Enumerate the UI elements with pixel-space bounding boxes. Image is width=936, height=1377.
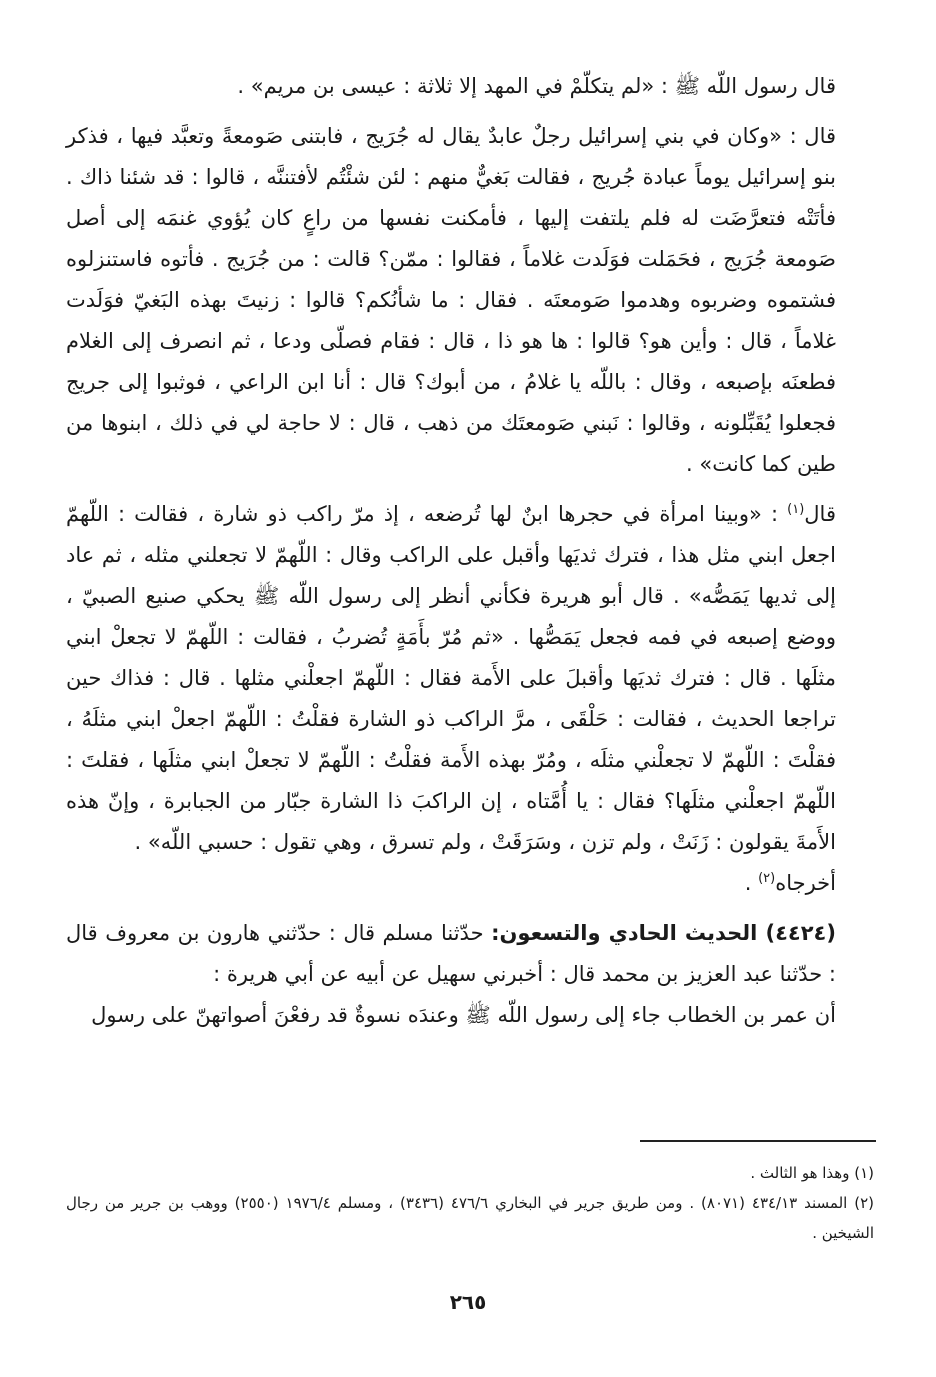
footnote-ref-1[interactable]: (١) — [787, 502, 805, 517]
paragraph-4-tail: . — [744, 871, 759, 895]
paragraph-2: قال : «وكان في بني إسرائيل رجلٌ عابدٌ يقال له جُرَيج ، فابتنى صَومعةً وتعبَّد فيها ، فذكر بنو إسرائيل يوماً عبادة جُريج ، فقالت بَغيٌّ منهم : لئن شئْتُم لأفتننَّه ، قالوا : قد شئنا ذاك . فأتَتْه فتعرَّضَت له فلم يلتفت إليها ، فأمكنت نفسها من راعٍ كان يُؤوي غنمَه إلى أصل صَومعة جُرَيج ، فحَمَلت فوَلَدت غلاماً ، فقالوا : ممّن؟ قالت : من جُرَيج . فأتوه فاستنزلوه فشتموه وضربوه وهدموا صَومعتَه . فقال : ما شأنُكم؟ قالوا : زنيتَ بهذه البَغيّ فوَلَدت غلاماً ، قال : وأين هو؟ قالوا : ها هو ذا ، قال : فقام فصلّى ودعا ، ثم انصرف إلى الغلام فطعنَه بإصبعه ، وقال : باللّه يا غلامُ ، من أبوك؟ قال : أنا ابن الراعي ، فوثبوا إلى جريج فجعلوا يُقَبِّلونه ، وقالوا : نَبني صَومعتَك من ذهب ، قال : لا حاجة لي في ذلك ، ابنوها من طين كما كانت» . — [66, 124, 836, 476]
footnote-divider — [640, 1140, 876, 1142]
page-number: ٢٦٥ — [449, 1290, 487, 1314]
footnote-2: (٢) المسند ٤٣٤/١٣ (٨٠٧١) . ومن طريق جرير في البخاري ٤٧٦/٦ (٣٤٣٦) ، ومسلم ١٩٧٦/٤ (٢٥٥٠) ووهب بن جرير من رجال الشيخين . — [66, 1194, 875, 1242]
paragraph-5-text: حدّثنا مسلم قال : حدّثني هارون بن معروف قال : حدّثنا عبد العزيز بن محمد قال : أخبرني سهيل عن أبيه عن أبي هريرة : — [66, 921, 836, 986]
footnote-ref-2[interactable]: (٢) — [758, 871, 776, 886]
footnotes — [66, 1158, 874, 1248]
paragraph-3-lead: قال — [804, 502, 836, 526]
hadith-heading: (٤٤٢٤) الحديث الحادي والتسعون: — [491, 921, 836, 945]
paragraph-3-text: : «وبينا امرأة في حجرها ابنٌ لها تُرضعه ، إذ مرّ راكب ذو شارة ، فقالت : اللّهمّ اجعل ابني مثل هذا ، فترك ثديَها وأقبل على الراكب وقال : اللّهمّ لا تجعلني مثله ، ثم عاد إلى ثديها يَمَصُّه» . قال أبو هريرة فكأني أنظر إلى رسول اللّه ﷺ يحكي صنيع الصبيّ ، ووضع إصبعه في فمه فجعل يَمَصُّها . «ثم مُرّ بأَمَةٍ تُضربُ ، فقالت : اللّهمّ لا تجعلْ ابني مثلَها . قال : فترك ثديَها وأقبلَ على الأَمة فقال : اللّهمّ اجعلْني مثلها . قال : فذاك حين تراجعا الحديث ، فقالت : حَلْقَى ، مرَّ الراكب ذو الشارة فقلْتُ : اللّهمّ اجعلْ ابني مثلَهُ ، فقلْتَ : اللّهمّ لا تجعلْني مثلَه ، ومُرّ بهذه الأَمة فقلْتُ : اللّهمّ لا تجعلْ ابني مثلَها ، فقلتَ : اللّهمّ اجعلْني مثلَها؟ فقال : يا أُمَّتاه ، إن الراكبَ ذا الشارة جبّار من الجبابرة ، وإنّ هذه الأَمةَ يقولون : زَنَتْ ، ولم تزن ، وسَرَقَتْ ، ولم تسرق ، وهي تقول : حسبي اللّه» . — [66, 502, 836, 854]
main-text — [66, 66, 836, 1036]
paragraph-3 — [66, 494, 836, 863]
paragraph-5 — [66, 913, 836, 995]
paragraph-4-lead: أخرجاه — [775, 871, 836, 895]
paragraph-1: قال رسول اللّه ﷺ : «لم يتكلّمْ في المهد إلا ثلاثة : عيسى بن مريم» . — [237, 74, 836, 98]
footnote-1: (١) وهذا هو الثالث . — [750, 1164, 874, 1182]
paragraph-6: أن عمر بن الخطاب جاء إلى رسول اللّه ﷺ وعندَه نسوةٌ قد رفعْنَ أصواتهنّ على رسول — [91, 1003, 836, 1027]
paragraph-4 — [66, 863, 836, 904]
